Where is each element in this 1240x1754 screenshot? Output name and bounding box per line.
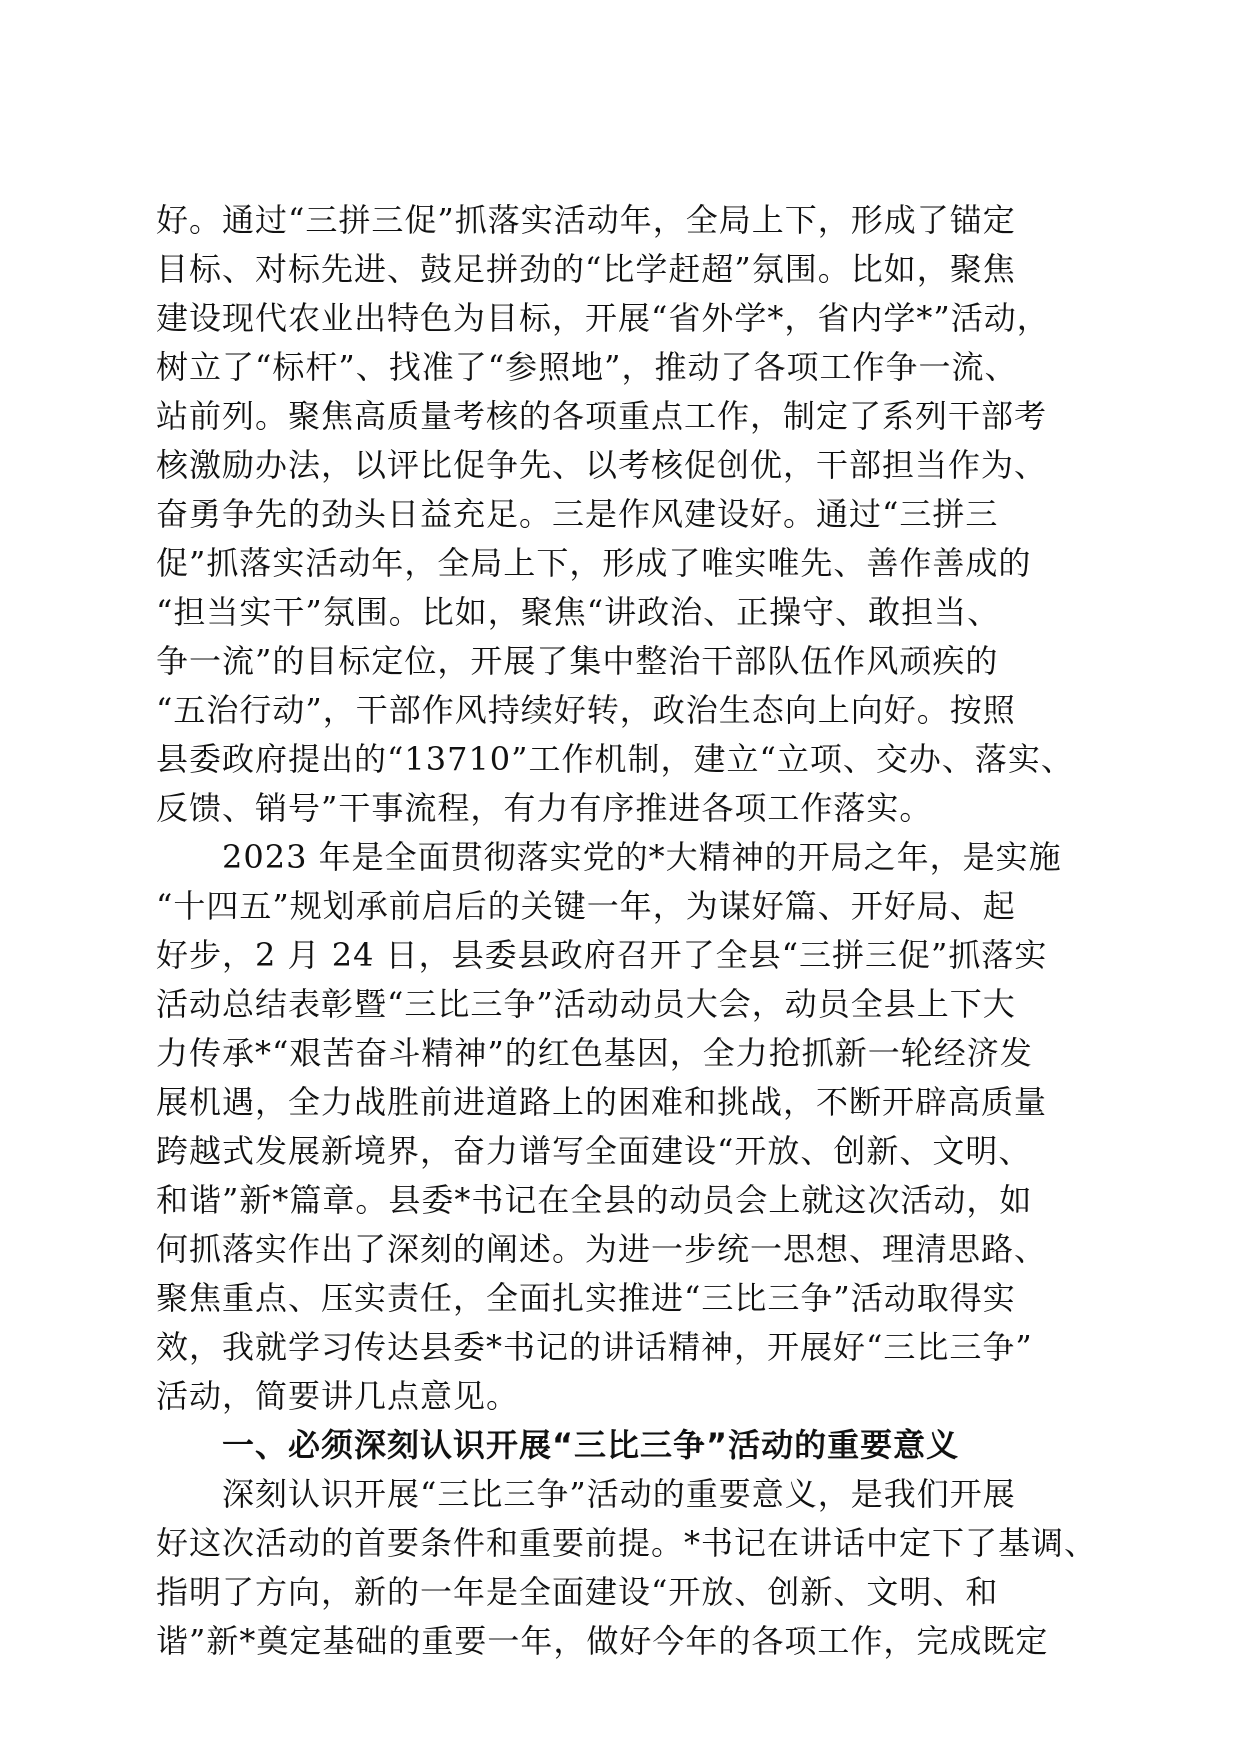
section-heading: 一、必须深刻认识开展“三比三争”活动的重要意义 — [222, 1426, 960, 1464]
paragraph-3 — [156, 1470, 1096, 1666]
paragraph-line: “担当实干”氛围。比如，聚焦“讲政治、正操守、敢担当、 — [156, 593, 1001, 631]
paragraph-line: 聚焦重点、压实责任，全面扎实推进“三比三争”活动取得实 — [156, 1279, 1016, 1317]
paragraph-line: “十四五”规划承前启后的关键一年，为谋好篇、开好局、起 — [156, 887, 1016, 925]
paragraph-2 — [156, 833, 1096, 1421]
paragraph-line: 好步，2 月 24 日，县委县政府召开了全县“三拼三促”抓落实 — [156, 936, 1048, 974]
paragraph-line: 建设现代农业出特色为目标，开展“省外学*，省内学*”活动， — [156, 299, 1050, 337]
paragraph-line: 何抓落实作出了深刻的阐述。为进一步统一思想、理清思路、 — [156, 1230, 1048, 1268]
paragraph-line: 指明了方向，新的一年是全面建设“开放、创新、文明、和 — [156, 1573, 999, 1611]
paragraph-line: 树立了“标杆”、找准了“参照地”，推动了各项工作争一流、 — [156, 348, 1018, 386]
paragraph-line: 2023 年是全面贯彻落实党的*大精神的开局之年，是实施 — [222, 838, 1062, 876]
paragraph-line: 和谐”新*篇章。县委*书记在全县的动员会上就这次活动，如 — [156, 1181, 1033, 1219]
paragraph-line: 活动总结表彰暨“三比三争”活动动员大会，动员全县上下大 — [156, 985, 1016, 1023]
paragraph-1 — [156, 196, 1096, 833]
paragraph-line: “五治行动”，干部作风持续好转，政治生态向上向好。按照 — [156, 691, 1016, 729]
paragraph-line: 核激励办法，以评比促争先、以考核促创优，干部担当作为、 — [156, 446, 1048, 484]
paragraph-line: 促”抓落实活动年，全局上下，形成了唯实唯先、善作善成的 — [156, 544, 1032, 582]
paragraph-line: 好这次活动的首要条件和重要前提。*书记在讲话中定下了基调、 — [156, 1524, 1098, 1562]
paragraph-line: 好。通过“三拼三促”抓落实活动年，全局上下，形成了锚定 — [156, 201, 1016, 239]
document-body — [156, 196, 1096, 1666]
paragraph-line: 谐”新*奠定基础的重要一年，做好今年的各项工作，完成既定 — [156, 1622, 1049, 1660]
paragraph-line: 效，我就学习传达县委*书记的讲话精神，开展好“三比三争” — [156, 1328, 1033, 1366]
paragraph-line: 深刻认识开展“三比三争”活动的重要意义，是我们开展 — [222, 1475, 1016, 1513]
paragraph-line: 奋勇争先的劲头日益充足。三是作风建设好。通过“三拼三 — [156, 495, 999, 533]
paragraph-line: 目标、对标先进、鼓足拼劲的“比学赶超”氛围。比如，聚焦 — [156, 250, 1016, 288]
paragraph-line: 跨越式发展新境界，奋力谱写全面建设“开放、创新、文明、 — [156, 1132, 1032, 1170]
paragraph-line: 力传承*“艰苦奋斗精神”的红色基因，全力抢抓新一轮经济发 — [156, 1034, 1033, 1072]
paragraph-line: 站前列。聚焦高质量考核的各项重点工作，制定了系列干部考 — [156, 397, 1048, 435]
paragraph-line: 争一流”的目标定位，开展了集中整治干部队伍作风顽疾的 — [156, 642, 999, 680]
paragraph-line: 展机遇，全力战胜前进道路上的困难和挑战，不断开辟高质量 — [156, 1083, 1048, 1121]
paragraph-line: 县委政府提出的“13710”工作机制，建立“立项、交办、落实、 — [156, 740, 1074, 778]
paragraph-line: 反馈、销号”干事流程，有力有序推进各项工作落实。 — [156, 789, 933, 827]
paragraph-line: 活动，简要讲几点意见。 — [156, 1377, 520, 1415]
